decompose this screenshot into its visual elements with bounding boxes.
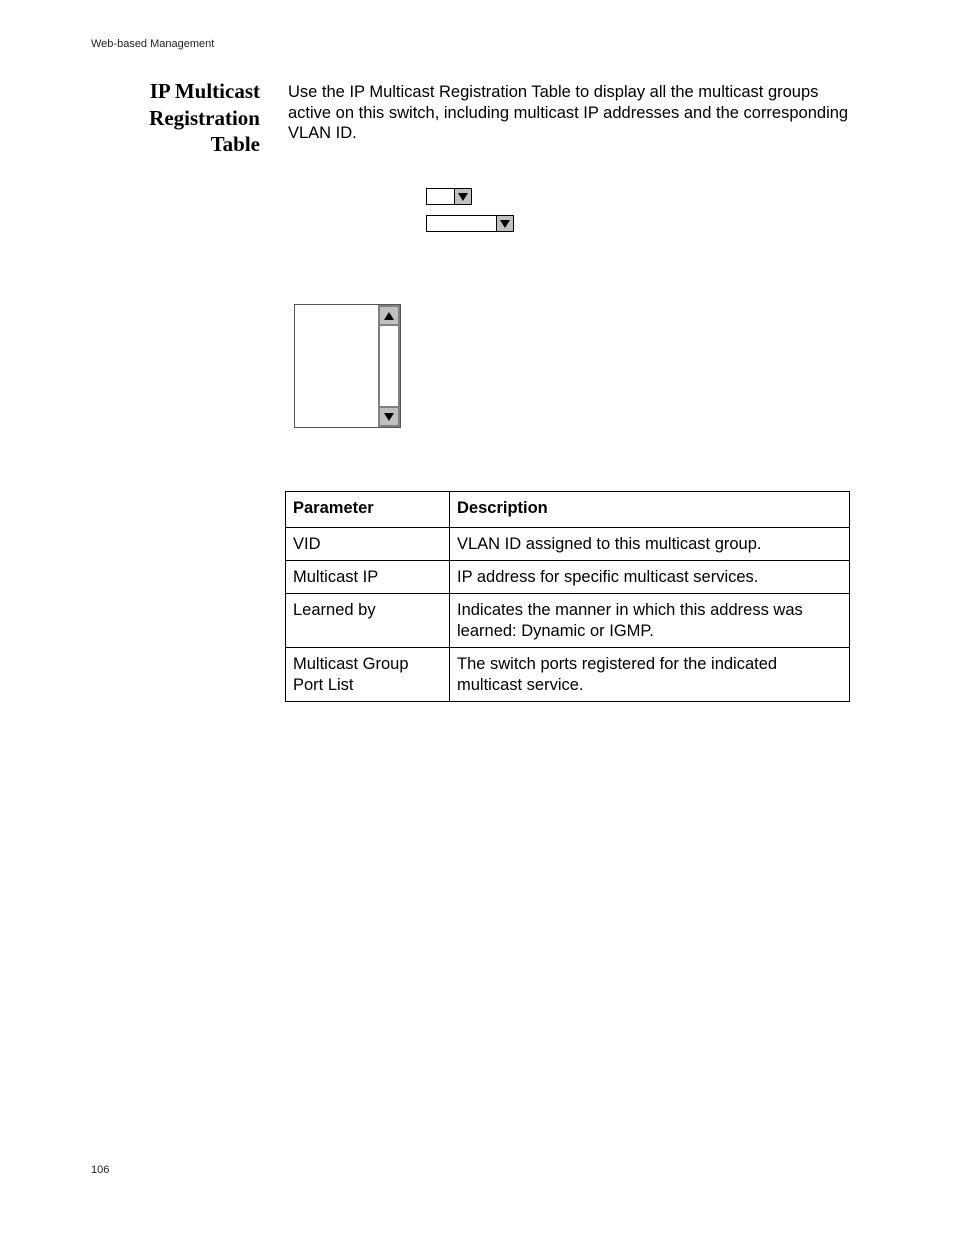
section-heading — [110, 78, 260, 158]
page-number: 106 — [91, 1164, 110, 1176]
scroll-down-button[interactable] — [380, 408, 398, 425]
running-header: Web-based Management — [91, 38, 215, 50]
table-row — [286, 594, 850, 648]
chevron-down-icon — [500, 220, 510, 228]
parameter-cell: VID — [286, 528, 450, 561]
port-list-box[interactable] — [294, 304, 401, 428]
vertical-scrollbar[interactable] — [378, 305, 400, 427]
parameter-cell: Learned by — [286, 594, 450, 648]
chevron-down-icon — [458, 193, 468, 201]
dropdown-select-wide[interactable] — [426, 215, 514, 232]
table-header-row — [286, 492, 850, 528]
intro-paragraph: Use the IP Multicast Registration Table to display all the multicast groups active on this switch, including multicast IP addresses and the corresponding VLAN ID. — [288, 83, 849, 142]
parameter-cell: Multicast IP — [286, 561, 450, 594]
description-cell: IP address for specific multicast services. — [450, 561, 850, 594]
heading-line: IP Multicast — [149, 79, 260, 103]
dropdown-arrow-button[interactable] — [496, 216, 513, 231]
heading-line: Registration — [149, 105, 260, 130]
table-row — [286, 528, 850, 561]
description-cell: Indicates the manner in which this address was learned: Dynamic or IGMP. — [450, 594, 850, 648]
parameter-cell: Multicast Group Port List — [286, 648, 450, 702]
description-cell: The switch ports registered for the indicated multicast service. — [450, 648, 850, 702]
column-header-parameter: Parameter — [286, 492, 450, 528]
dropdown-select-small[interactable] — [426, 188, 472, 205]
description-cell: VLAN ID assigned to this multicast group. — [450, 528, 850, 561]
table-row — [286, 648, 850, 702]
heading-line: Table — [210, 132, 260, 156]
scroll-up-button[interactable] — [380, 307, 398, 324]
column-header-description: Description — [450, 492, 850, 528]
scroll-track[interactable] — [380, 326, 398, 406]
dropdown-arrow-button[interactable] — [454, 189, 471, 204]
arrow-down-icon — [384, 413, 394, 421]
parameter-table — [285, 491, 850, 702]
table-row — [286, 561, 850, 594]
arrow-up-icon — [384, 312, 394, 320]
